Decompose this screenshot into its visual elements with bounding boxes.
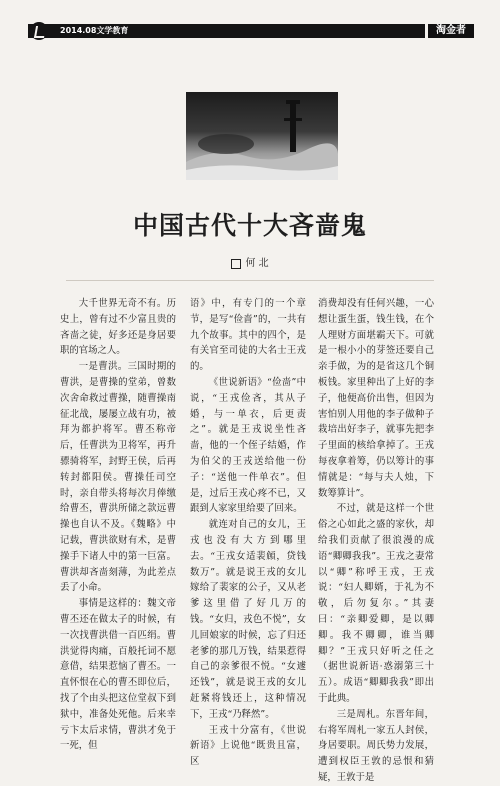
author-marker-icon (231, 259, 241, 269)
landscape-illustration (186, 92, 338, 180)
article-title: 中国古代十大吝啬鬼 (132, 211, 367, 240)
paragraph: 不过，就是这样一个世俗之心如此之盛的家伙，却给我们贡献了很浪漫的成语“卿卿我我”。王戎之妻常以“卿”称呼王戎，王戎说：“妇人卿婿，于礼为不敬，后勿复尔。”其妻曰：“亲卿爱卿，是以卿卿。我不卿卿，谁当卿卿？”王戎只好听之任之（据世说新语·惑溺第三十五）。成语“卿卿我我”即出于此典。 (318, 503, 434, 704)
magazine-logo-icon (30, 22, 48, 40)
text-column-2 (190, 296, 306, 768)
text-column-1 (60, 296, 176, 752)
paragraph: 就连对自己的女儿，王戎也没有大方到哪里去。“王戎女适裴頠，贷钱数万”。就是说王戎的女儿嫁给了裴家的公子，又从老爹这里借了好几万的钱。“女归，戎色不悦”，女儿回娘家的时候，忘了归还老爹的那几万钱，结果惹得自己的亲爹很不悦。“女遽还钱”，就是说王戎的女儿赶紧将钱还上，这种情况下，王戎“乃释然”。 (190, 519, 306, 720)
article-photo (186, 92, 338, 180)
author-line (0, 254, 500, 269)
author-name: 何 北 (245, 258, 269, 269)
text-column-3 (318, 296, 434, 783)
issue-label: 2014.08文学教育 (60, 26, 129, 35)
paragraph: 一是曹洪。三国时期的曹洪，是曹操的堂弟，曾数次舍命救过曹操，随曹操南征北战，屡屡立战有功，被拜为都护将军。曹丕称帝后，任曹洪为卫将军，再升骠骑将军，封野王侯，后再转封都阳侯。曹操任司空时，亲自带头将每次月俸缴给曹丕，曹洪所储之款远曹操也自认不及。《魏略》中记载，曹洪欲财有术，是曹操手下诸人中的第一巨富。曹洪却吝啬刻薄，为此差点丢了小命。 (60, 361, 176, 594)
paragraph: 大千世界无奇不有。历史上，曾有过不少富且贵的吝啬之徒，好多还是身居要职的官场之人。 (60, 298, 176, 357)
paragraph: 王戎十分富有，《世说新语》上说他“既贵且富，区 (190, 724, 306, 768)
paragraph: 消费却没有任何兴趣，一心想让蛋生蛋，钱生钱，在个人理财方面堪霸天下。可就是一根小小的芽签还要自己亲手做，为的是省这几个铜板钱。家里种出了上好的李子，他便高价出售，但因为害怕别人用他的李子做种子栽培出好李子，就事先把李子里面的核给拿掉了。王戎每夜拿着筹，仍以筹计的事情就是：“每与夫人烛，下数筹算计”。 (318, 298, 434, 499)
paragraph: 事情是这样的：魏文帝曹丕还在做太子的时候，有一次找曹洪借一百匹绢。曹洪觉得肉痛，百般托词不愿意借，结果惹恼了曹丕。一直怀恨在心的曹丕即位后，找了个由头把这位堂叔下到狱中，准备处死他。后来幸亏卞太后求情，曹洪才免于一死，但 (60, 598, 176, 752)
paragraph: 三是周札。东晋年间，右将军周札一家五人封侯，身居要职。周氏势力发展，遭到权臣王敦的忌恨和猜疑，王敦于是 (318, 708, 434, 783)
column-name-badge: 淘金者 (425, 24, 474, 38)
paragraph: 语》中，有专门的一个章节，是写“俭啬”的，一共有九个故事。其中的四个，是有关官至司徒的大名士王戎的。 (190, 298, 306, 373)
divider (66, 280, 434, 281)
paragraph: 《世说新语》“俭啬”中说，“王戎俭吝，其从子婚，与一单衣，后更责之”。就是王戎说坐性吝啬，他的一个侄子结婚，作为伯父的王戎送给他一份子：“送他一件单衣”。但是，过后王戎心疼不已，又跟到人家家里给要了回来。 (190, 376, 306, 515)
